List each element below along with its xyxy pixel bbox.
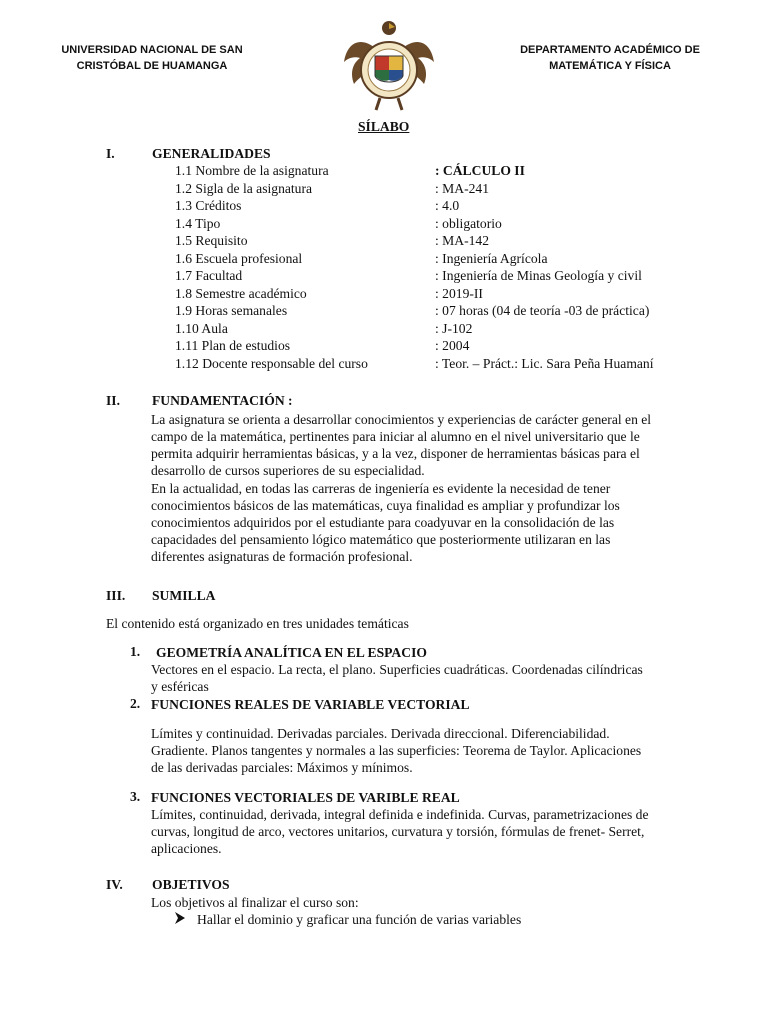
section-4-title: OBJETIVOS — [152, 877, 230, 892]
section-3-numeral: III. — [106, 588, 126, 603]
generalidades-label: 1.7 Facultad — [175, 268, 243, 283]
generalidades-row — [175, 233, 695, 250]
generalidades-row — [175, 251, 695, 268]
generalidades-label: 1.4 Tipo — [175, 215, 221, 231]
objetivo-item-1: Hallar el dominio y graficar una función de varias variables — [197, 912, 522, 927]
unit-1-text: Vectores en el espacio. La recta, el plano. Superficies cuadráticas. Coordenadas cilíndricas y esféricas — [151, 662, 643, 694]
section-4-numeral: IV. — [106, 877, 123, 892]
document-title: SÍLABO — [358, 119, 410, 134]
generalidades-row — [175, 268, 695, 285]
generalidades-value: : 2019-II — [435, 285, 483, 301]
generalidades-row — [175, 321, 695, 338]
generalidades-value: : 07 horas (04 de teoría -03 de práctica) — [435, 303, 650, 318]
section-2-numeral: II. — [106, 393, 120, 408]
section-1-numeral: I. — [106, 146, 115, 161]
generalidades-value: : Ingeniería de Minas Geología y civil — [435, 268, 642, 283]
university-seal-icon — [340, 14, 438, 114]
unit-1-number: 1. — [130, 644, 141, 659]
department-name — [505, 42, 715, 74]
fundamentacion-paragraph-1: La asignatura se orienta a desarrollar conocimientos y experiencias de carácter general en el campo de la matemática, pertinentes para iniciar al alumno en el nivel universitario que le permita adquirir herramientas básicas, y a la vez, disponer de herramientas básicas para el desarrollo de cursos superiores de su especialidad. — [151, 412, 652, 478]
unit-2-text: Límites y continuidad. Derivadas parciales. Derivada direccional. Diferenciabilidad. Gradiente. Planos tangentes y normales a las superficies: Teorema de Taylor. Aplicaciones de las derivadas parciales: Máximos y mínimos. — [151, 726, 642, 775]
generalidades-label: 1.10 Aula — [175, 320, 228, 336]
generalidades-label: 1.9 Horas semanales — [175, 303, 288, 318]
generalidades-label: 1.11 Plan de estudios — [175, 338, 291, 353]
arrow-bullet-icon — [174, 911, 186, 929]
unit-3-title: FUNCIONES VECTORIALES DE VARIBLE REAL — [151, 790, 460, 805]
university-name-line1: UNIVERSIDAD NACIONAL DE SAN — [61, 44, 243, 56]
unit-2-title: FUNCIONES REALES DE VARIABLE VECTORIAL — [151, 697, 470, 712]
objetivos-intro: Los objetivos al finalizar el curso son: — [151, 895, 359, 910]
department-name-line2: MATEMÁTICA Y FÍSICA — [549, 60, 671, 72]
generalidades-row — [175, 216, 695, 233]
generalidades-row — [175, 356, 695, 373]
university-name-line2: CRISTÓBAL DE HUAMANGA — [76, 60, 228, 72]
generalidades-label: 1.1 Nombre de la asignatura — [175, 163, 329, 178]
fundamentacion-paragraph-2: En la actualidad, en todas las carreras de ingeniería es evidente la necesidad de tener conocimientos básicos de las matemáticas, cuya finalidad es ampliar y profundizar los conocimientos adquiridos por el estudiante para coadyuvar en la consolidación de las capacidades del pensamiento lógico matemático que posteriormente utilizaran en las diferentes asignaturas de formación profesional. — [151, 481, 620, 564]
section-3-title: SUMILLA — [152, 588, 216, 603]
generalidades-label: 1.12 Docente responsable del curso — [175, 355, 368, 371]
section-1-title: GENERALIDADES — [152, 146, 271, 161]
generalidades-value: : Ingeniería Agrícola — [435, 250, 548, 266]
generalidades-row — [175, 338, 695, 355]
department-name-line1: DEPARTAMENTO ACADÉMICO DE — [520, 44, 700, 56]
generalidades-value: : MA-142 — [435, 233, 489, 248]
unit-1-title: GEOMETRÍA ANALÍTICA EN EL ESPACIO — [156, 645, 427, 660]
generalidades-value: : obligatorio — [435, 215, 502, 231]
unit-3-number: 3. — [130, 789, 141, 804]
generalidades-row — [175, 303, 695, 320]
university-name — [52, 42, 252, 74]
generalidades-value: : 4.0 — [435, 198, 460, 213]
sumilla-intro: El contenido está organizado en tres unidades temáticas — [106, 616, 409, 631]
generalidades-value: : CÁLCULO II — [435, 163, 525, 178]
generalidades-row — [175, 198, 695, 215]
unit-3-text: Límites, continuidad, derivada, integral definida e indefinida. Curvas, parametrizaciones de curvas, longitud de arco, vectores unitarios, curvatura y torsión, fórmulas de frenet- Serret, aplicaciones. — [151, 807, 649, 856]
generalidades-label: 1.3 Créditos — [175, 198, 242, 213]
generalidades-row — [175, 163, 695, 180]
generalidades-label: 1.2 Sigla de la asignatura — [175, 180, 313, 196]
generalidades-value: : MA-241 — [435, 180, 489, 196]
generalidades-label: 1.8 Semestre académico — [175, 285, 307, 301]
generalidades-value: : Teor. – Práct.: Lic. Sara Peña Huamaní — [435, 355, 654, 371]
generalidades-row — [175, 286, 695, 303]
unit-2-number: 2. — [130, 696, 141, 711]
generalidades-label: 1.5 Requisito — [175, 233, 248, 248]
generalidades-value: : J-102 — [435, 320, 473, 336]
generalidades-label: 1.6 Escuela profesional — [175, 250, 303, 266]
section-2-title: FUNDAMENTACIÓN : — [152, 393, 293, 408]
generalidades-value: : 2004 — [435, 338, 470, 353]
generalidades-row — [175, 181, 695, 198]
